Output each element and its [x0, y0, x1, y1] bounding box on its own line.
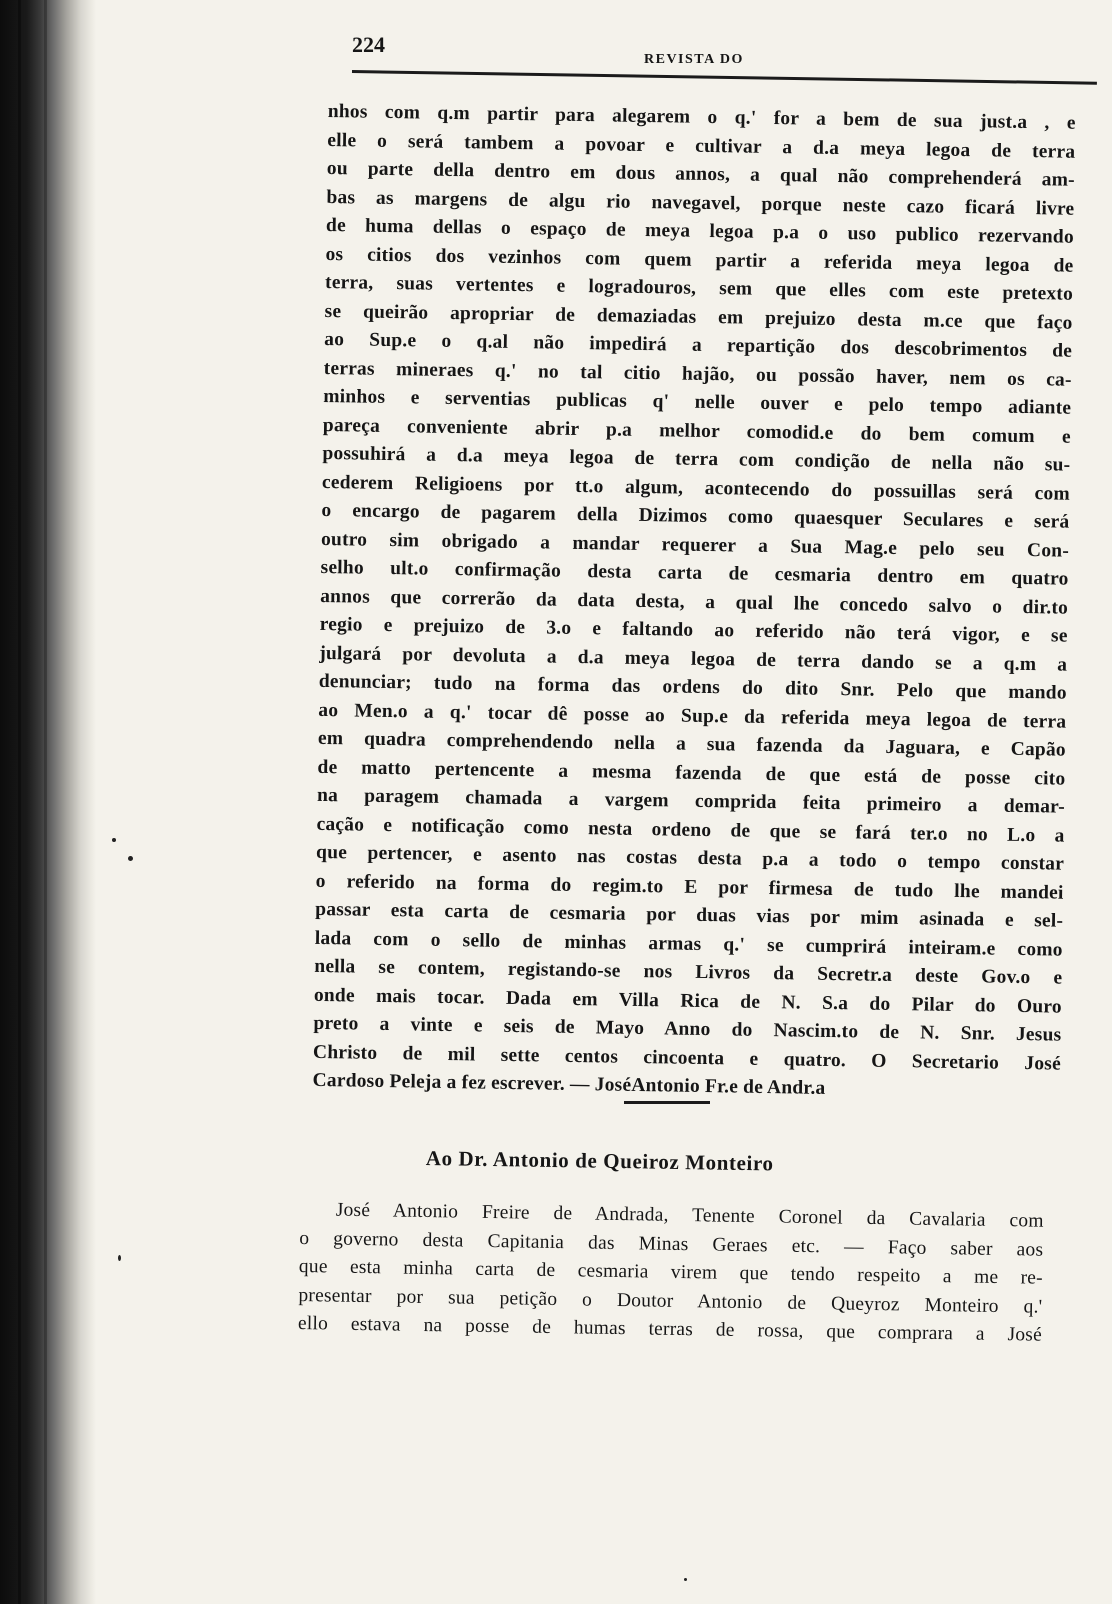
text-line: presentar por sua petição o Doutor Antonio de Queyroz Monteiro q.' — [298, 1284, 1043, 1318]
text-line: o encargo de pagarem della Dizimos como quaesquer Seculares e será — [321, 499, 1070, 533]
text-line: terras mineraes q.' no tal citio hajão, ou possão haver, nem os ca- — [323, 357, 1072, 391]
text-line: denunciar; tudo na forma das ordens do dito Snr. Pelo que mando — [318, 670, 1067, 704]
text-line: ou parte della dentro em dous annos, a qual não comprehenderá am- — [326, 157, 1075, 191]
text-line: minhos e serventias publicas q' nelle ouver e pelo tempo adiante — [323, 385, 1072, 419]
text-line: julgará por devoluta a d.a meya legoa de terra dando se a q.m a — [319, 642, 1068, 676]
section-heading: Ao Dr. Antonio de Queiroz Monteiro — [425, 1146, 774, 1176]
binding-streak — [18, 0, 21, 1604]
text-line: pareça conveniente abrir p.a melhor comodid.e do bem comum e — [322, 414, 1071, 448]
binding-streak — [44, 0, 47, 1604]
text-line: que esta minha carta de cesmaria virem que tendo respeito a me re- — [298, 1255, 1043, 1289]
text-line: cação e notificação como nesta ordeno de que se fará ter.o no L.o a — [316, 813, 1065, 847]
text-line: selho ult.o confirmação desta carta de cesmaria dentro em quatro — [320, 556, 1069, 590]
binding-shadow — [0, 0, 96, 1604]
print-speck — [112, 838, 116, 842]
text-line: nhos com q.m partir para alegarem o q.' for a bem de sua just.a , e — [327, 100, 1076, 134]
text-line: possuhirá a d.a meya legoa de terra com condição de nella não su- — [322, 442, 1071, 476]
section-divider — [624, 1101, 710, 1104]
text-line: elle o será tambem a povoar e cultivar a d.a meya legoa de terra — [327, 129, 1076, 163]
text-line: de huma dellas o espaço de meya legoa p.a o uso publico rezervando — [325, 214, 1075, 248]
text-line: José Antonio Freire de Andrada, Tenente Coronel da Cavalaria com — [335, 1199, 1044, 1232]
print-speck — [128, 856, 133, 861]
text-line: ao Men.o a q.' tocar dê posse ao Sup.e da referida meya legoa de terra — [318, 699, 1067, 733]
print-speck — [684, 1578, 687, 1581]
text-line: que pertencer, e asento nas costas desta p.a a todo o tempo constar — [315, 841, 1065, 875]
running-title: REVISTA DO — [644, 52, 744, 67]
text-line: o governo desta Capitania das Minas Geraes etc. — Faço saber aos — [299, 1227, 1044, 1261]
body-text — [312, 98, 1076, 1107]
text-line: nella se contem, registando-se nos Livros da Secretr.a deste Gov.o e — [314, 955, 1063, 989]
text-line: ello estava na posse de humas terras de rossa, que comprara a José — [297, 1312, 1043, 1346]
text-line: bas as margens de algu rio navegavel, porque neste cazo ficará livre — [326, 186, 1075, 220]
text-line: os citios dos vezinhos com quem partir a referida meya legoa de — [325, 243, 1074, 277]
text-line: onde mais tocar. Dada em Villa Rica de N. S.a do Pilar do Ouro — [313, 984, 1062, 1018]
text-line: na paragem chamada a vargem comprida feita primeiro a demar- — [316, 784, 1066, 818]
section-body-text — [298, 1196, 1044, 1350]
text-line: de matto pertencente a mesma fazenda de que está de posse cito — [317, 756, 1066, 790]
text-line: Christo de mil sette centos cincoenta e quatro. O Secretario José — [312, 1041, 1062, 1075]
text-line: o referido na forma do regim.to E por firmesa de tudo lhe mandei — [315, 870, 1064, 904]
header-rule — [352, 70, 1097, 85]
page-header — [352, 32, 1097, 76]
print-speck — [118, 1255, 121, 1261]
text-line: cederem Religioens por tt.o algum, acontecendo do possuillas será com — [321, 471, 1071, 505]
text-line: regio e prejuizo de 3.o e faltando ao referido não terá vigor, e se — [319, 613, 1068, 647]
text-line: terra, suas vertentes e logradouros, sem que elles com este pretexto — [324, 271, 1074, 305]
text-line: annos que correrão da data desta, a qual lhe concedo salvo o dir.to — [320, 585, 1069, 619]
text-line: lada com o sello de minhas armas q.' se cumprirá inteiram.e como — [314, 927, 1063, 961]
text-line: preto a vinte e seis de Mayo Anno do Nascim.to de N. Snr. Jesus — [313, 1012, 1062, 1046]
page-number: 224 — [352, 32, 385, 57]
text-line: se queirão apropriar de demaziadas em prejuizo desta m.ce que faço — [324, 300, 1073, 334]
text-line: outro sim obrigado a mandar requerer a Sua Mag.e pelo seu Con- — [320, 528, 1070, 562]
text-line: passar esta carta de cesmaria por duas vias por mim asinada e sel- — [315, 898, 1064, 932]
text-line: em quadra comprehendendo nella a sua fazenda da Jaguara, e Capão — [317, 727, 1067, 761]
text-line: ao Sup.e o q.al não impedirá a repartição dos descobrimentos de — [324, 328, 1073, 362]
text-line-signature: Cardoso Peleja a fez escrever. — JoséAntonio Fr.e de Andr.a — [312, 1069, 826, 1099]
